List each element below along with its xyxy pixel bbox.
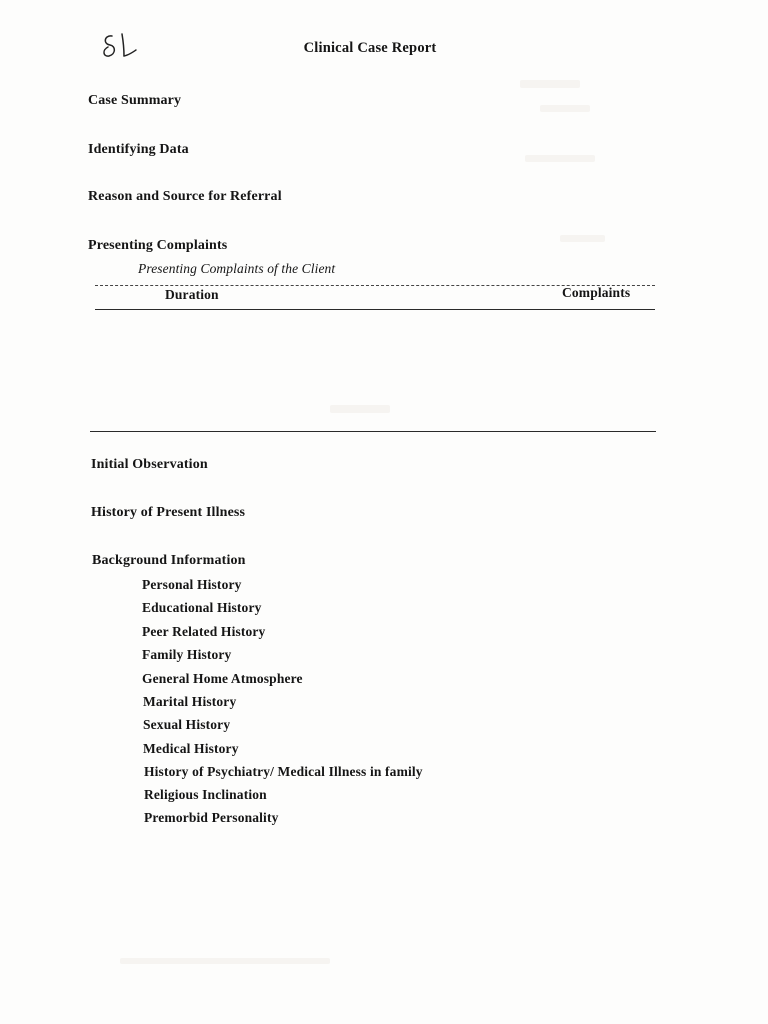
table-header-duration: Duration [165, 287, 219, 302]
background-item: Personal History [142, 577, 242, 592]
heading-case-summary: Case Summary [88, 93, 182, 108]
background-item: Medical History [143, 741, 239, 756]
heading-initial-observation: Initial Observation [91, 457, 208, 472]
background-item: Premorbid Personality [144, 810, 279, 825]
heading-presenting-complaints: Presenting Complaints [88, 238, 228, 253]
background-item: Peer Related History [142, 624, 266, 639]
heading-reason-referral: Reason and Source for Referral [88, 189, 282, 204]
table-bottom-rule [90, 431, 656, 432]
background-item: General Home Atmosphere [142, 671, 303, 686]
background-item: Educational History [142, 600, 262, 615]
table-header-rule [95, 309, 655, 310]
document-title: Clinical Case Report [303, 40, 437, 56]
table-header-complaints: Complaints [562, 285, 631, 300]
background-item: Religious Inclination [144, 787, 267, 802]
presenting-complaints-subtitle: Presenting Complaints of the Client [138, 261, 336, 276]
background-item: Sexual History [143, 717, 231, 732]
heading-identifying-data: Identifying Data [88, 142, 189, 157]
background-item: Marital History [143, 694, 237, 709]
heading-history-present-illness: History of Present Illness [91, 505, 246, 520]
background-item: History of Psychiatry/ Medical Illness in family [144, 764, 423, 779]
heading-background-information: Background Information [92, 553, 246, 568]
background-item: Family History [142, 647, 232, 662]
